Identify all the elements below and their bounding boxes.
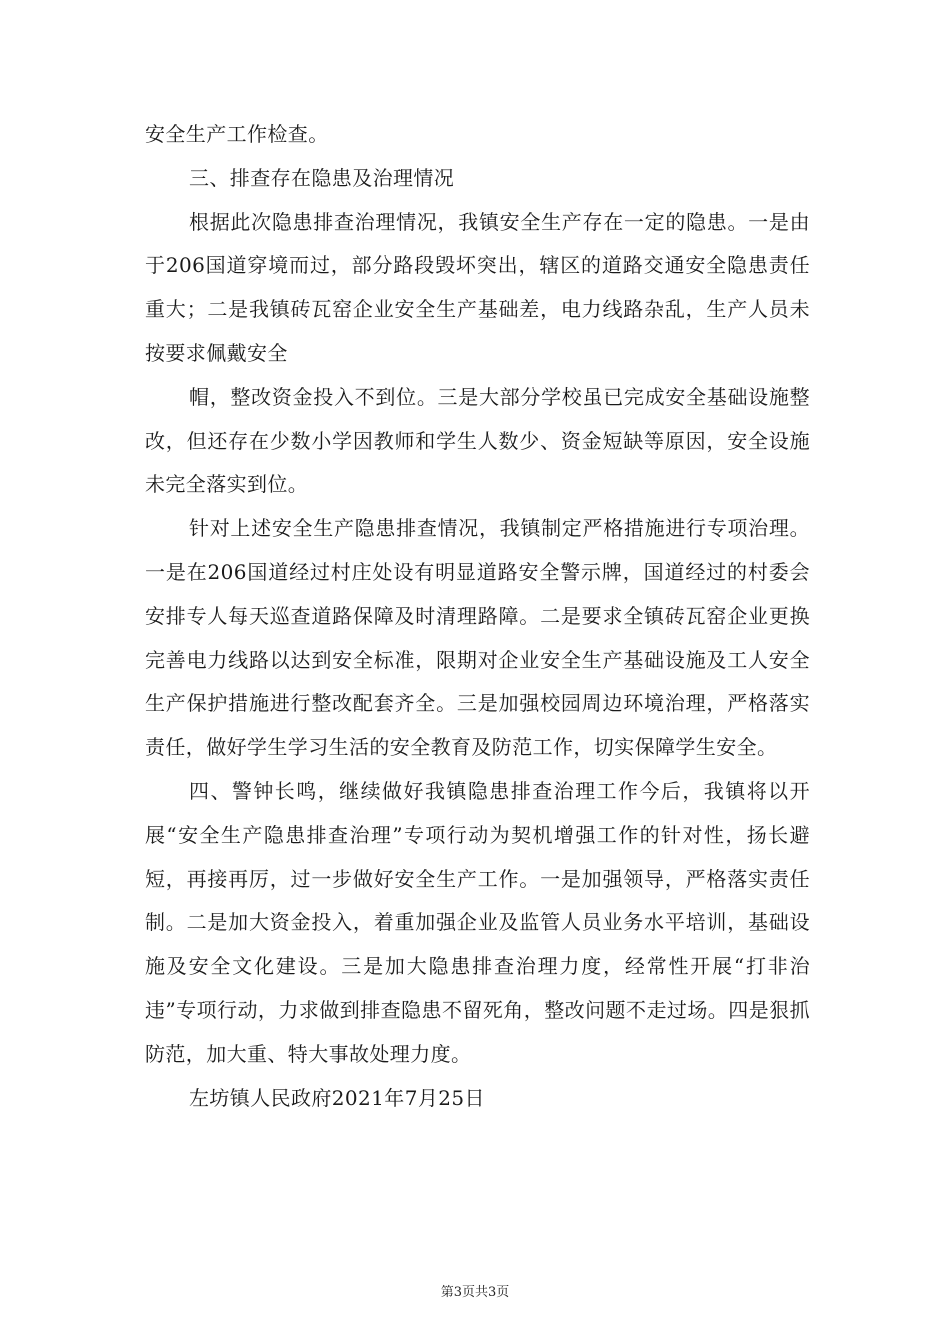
paragraph-hazards-continued: 帽，整改资金投入不到位。三是大部分学校虽已完成安全基础设施整改，但还存在少数小学因教师和学生人数少、资金短缺等原因，安全设施未完全落实到位。 xyxy=(145,384,810,497)
paragraph-measures: 针对上述安全生产隐患排查情况，我镇制定严格措施进行专项治理。一是在206国道经过村庄处设有明显道路安全警示牌，国道经过的村委会安排专人每天巡查道路保障及时清理路障。二是要求全镇砖瓦窑企业更换完善电力线路以达到安全标准，限期对企业安全生产基础设施及工人安全生产保护措施进行整改配套齐全。三是加强校园周边环境治理，严格落实责任，做好学生学习生活的安全教育及防范工作，切实保障学生安全。 xyxy=(145,516,810,760)
document-body xyxy=(145,113,810,1120)
section-heading: 三、排查存在隐患及治理情况 xyxy=(189,165,455,190)
page-number-footer: 第3页共3页 xyxy=(440,1285,510,1300)
signature-date-line: 左坊镇人民政府2021年7月25日 xyxy=(189,1085,485,1110)
paragraph-section-four: 四、警钟长鸣，继续做好我镇隐患排查治理工作今后，我镇将以开展“安全生产隐患排查治理”专项行动为契机增强工作的针对性，扬长避短，再接再厉，过一步做好安全生产工作。一是加强领导，严格落实责任制。二是加大资金投入，着重加强企业及监管人员业务水平培训，基础设施及安全文化建设。三是加大隐患排查治理力度，经常性开展“打非治违”专项行动，力求做到排查隐患不留死角，整改问题不走过场。四是狠抓防范，加大重、特大事故处理力度。 xyxy=(145,778,810,1066)
paragraph-continuation: 安全生产工作检查。 xyxy=(145,122,329,146)
paragraph-hazards: 根据此次隐患排查治理情况，我镇安全生产存在一定的隐患。一是由于206国道穿境而过，部分路段毁坏突出，辖区的道路交通安全隐患责任重大；二是我镇砖瓦窑企业安全生产基础差，电力线路杂乱，生产人员未按要求佩戴安全 xyxy=(145,209,810,365)
